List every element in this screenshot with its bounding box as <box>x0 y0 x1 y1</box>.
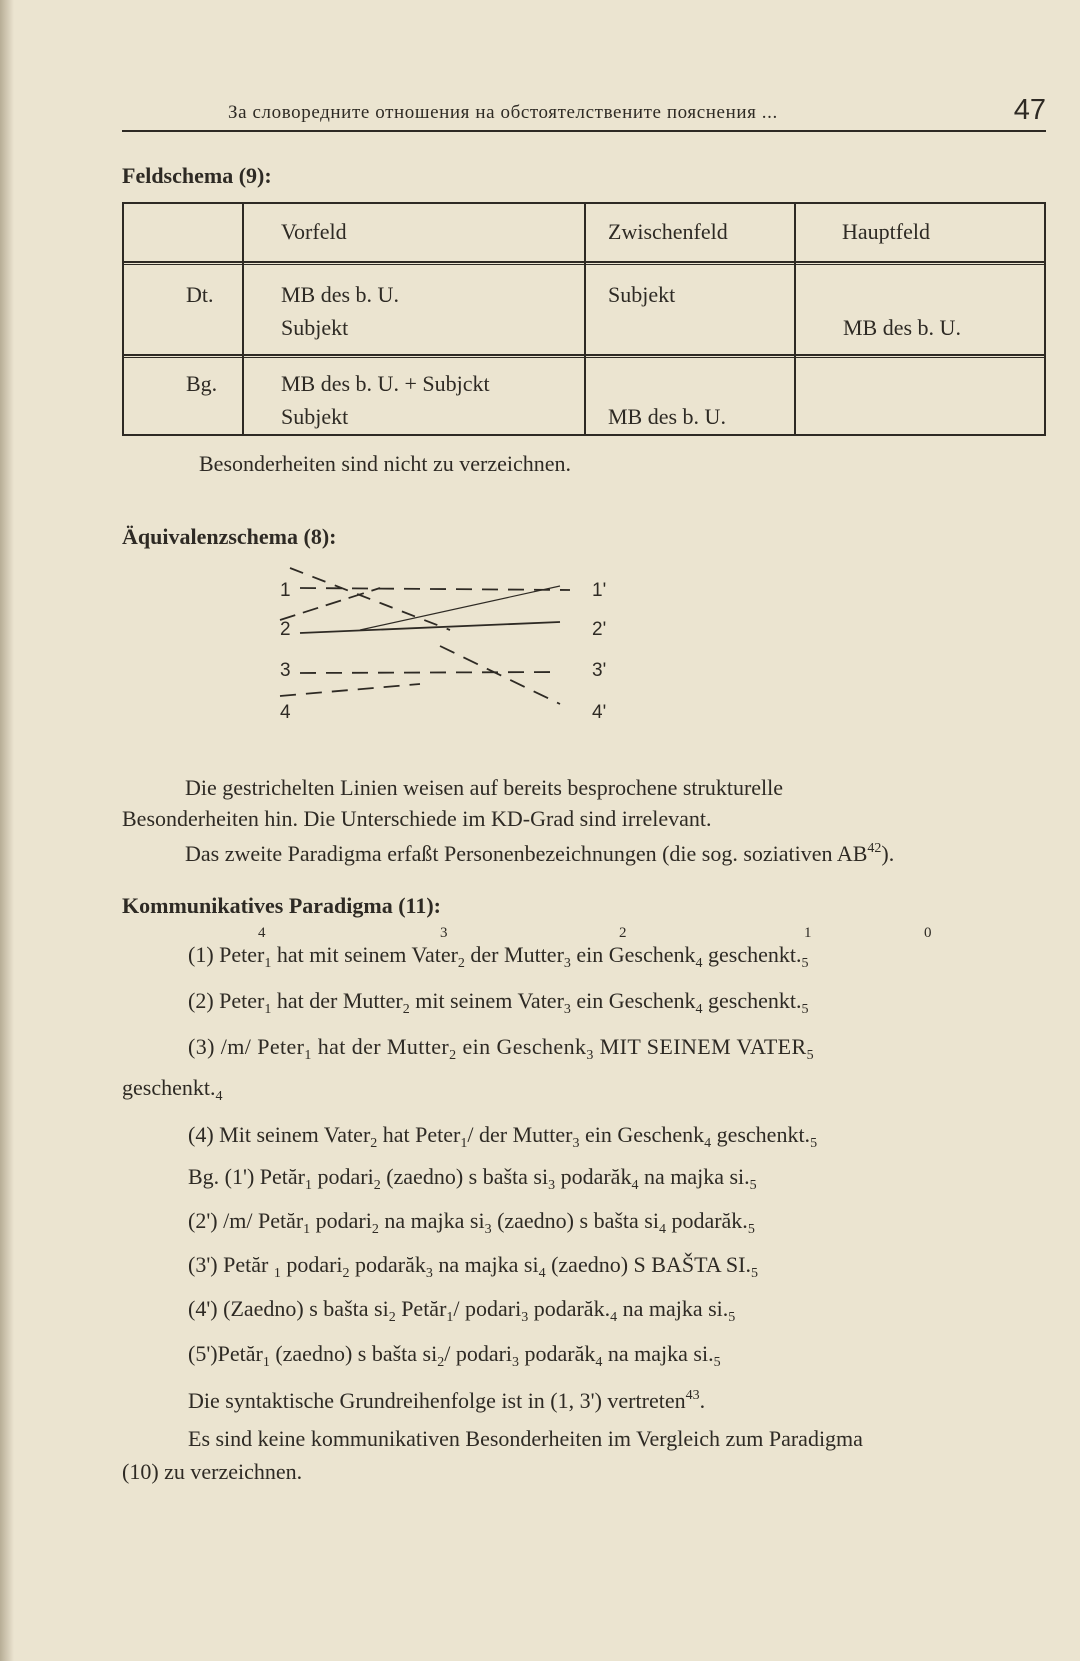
equivalence-diagram <box>260 558 620 734</box>
left-label-4: 4 <box>280 702 291 723</box>
feldschema-heading: Feldschema (9): <box>122 163 272 188</box>
paragraph1-line2: Besonderheiten hin. Die Unterschiede im KD-Grad sind irrelevant. <box>122 806 712 831</box>
cell-bg-vorfeld-2: Subjekt <box>281 404 349 429</box>
de-sentence-2: (2) Peter$_1$ hat der Mutter$_2$ mit seinem Vater$_3$ ein Geschenk$_4$ $geschenkt._5$ <box>188 988 809 1017</box>
table-rule <box>242 202 244 436</box>
table-rule <box>1044 202 1046 436</box>
equivalence-line-3-3 <box>300 672 560 673</box>
left-label-1: 1 <box>280 580 291 601</box>
cell-bg-vorfeld-1: MB des b. U. + Subjckt <box>281 371 490 396</box>
cell-dt-zwischenfeld: Subjekt <box>608 282 676 307</box>
right-label-3: 3' <box>592 660 607 681</box>
page-spine-shadow <box>0 0 14 1661</box>
equivalence-line-4-3 <box>280 684 420 696</box>
bg-sentence-5: (5')Petăr$_1$ (zaedno) s bašta $si_2/$ podari$_3$ podarăk$_4$ na majka $si._5$ <box>188 1341 721 1370</box>
conclusion-line2: Es sind keine kommunikativen Besonderheiten im Vergleich zum Paradigma <box>188 1426 863 1451</box>
equivalence-line-1-2 <box>290 568 450 630</box>
de-sentence-1: (1) Peter$_1$ hat mit seinem Vater$_2$ der Mutter$_3$ ein Geschenk$_4$ $geschenkt._5$ <box>188 942 809 971</box>
cell-dt-vorfeld-1: MB des b. U. <box>281 282 399 307</box>
feldschema-table <box>122 202 1046 436</box>
de-sentence-4: (4) Mit seinem Vater$_2$ hat Peter$_1$/ der Mutter$_3$ ein Geschenk$_4$ $geschenkt._5$ <box>188 1122 818 1151</box>
kd-number-4: 4 <box>258 925 266 941</box>
aequivalenz-heading: Äquivalenzschema (8): <box>122 524 337 549</box>
kd-number-1: 1 <box>804 925 812 941</box>
column-header-zwischenfeld: Zwischenfeld <box>608 219 728 244</box>
paragraph1-line1: Die gestrichelten Linien weisen auf bereits besprochene strukturelle <box>185 775 784 800</box>
kd-number-0: 0 <box>924 925 932 941</box>
conclusion-line3: (10) zu verzeichnen. <box>122 1459 303 1484</box>
footnote-ref-42: 42 <box>867 841 882 856</box>
de-sentence-3: (3) /m/ Peter$_1$ hat der Mutter$_2$ ein Geschenk$_3$ MIT SEINEM $VATER_5$ <box>188 1034 814 1063</box>
footnote-ref-43: 43 <box>685 1388 700 1403</box>
left-label-3: 3 <box>280 660 291 681</box>
right-label-2: 2' <box>592 619 607 640</box>
left-label-2: 2 <box>280 619 291 640</box>
table-rule <box>584 202 586 436</box>
right-label-4: 4' <box>592 702 607 723</box>
row-label-dt: Dt. <box>186 282 214 307</box>
equivalence-lines <box>260 558 620 734</box>
paragraph2-text: Das zweite Paradigma erfaßt Personenbezeichnungen (die sog. soziativen AB <box>185 841 868 866</box>
cell-dt-hauptfeld: MB des b. U. <box>843 315 961 340</box>
bg-sentence-1: Bg. (1') Petăr$_1$ podari$_2$ (zaedno) s bašta $si_3$ podarăk$_4$ na majka $si._5$ <box>188 1164 757 1193</box>
right-label-1: 1' <box>592 580 607 601</box>
conclusion-line1: Die syntaktische Grundreihenfolge ist in (1, 3') vertreten$^{43}$. <box>188 1388 706 1413</box>
bg-sentence-3: (3') Petăr $_1$ podari$_2$ podarăk$_3$ na majka $si_4$ (zaedno) S BAŠTA $SI._5$ <box>188 1252 758 1281</box>
page-number: 47 <box>1013 94 1046 126</box>
table-rule <box>794 202 796 436</box>
feldschema-note: Besonderheiten sind nicht zu verzeichnen. <box>199 451 572 476</box>
cell-bg-zwischenfeld: MB des b. U. <box>608 404 726 429</box>
equivalence-line-2-4 <box>440 646 560 704</box>
bg-sentence-4: (4') (Zaedno) s bašta $si_2$ Petăr$_1$/ podari$_3$ $podarăk._4$ na majka $si._5$ <box>188 1296 736 1325</box>
cell-dt-vorfeld-2: Subjekt <box>281 315 349 340</box>
kommunikativ-heading: Kommunikatives Paradigma (11): <box>122 893 441 918</box>
kd-number-3: 3 <box>440 925 448 941</box>
kd-number-2: 2 <box>619 925 627 941</box>
row-label-bg: Bg. <box>186 371 218 396</box>
paragraph2 <box>185 843 894 865</box>
running-header <box>122 94 1046 132</box>
running-title: За словоредните отношения на обстоятелствените пояснения ... <box>228 102 778 123</box>
table-rule <box>122 202 124 436</box>
column-header-hauptfeld: Hauptfeld <box>842 219 930 244</box>
paragraph2-end: ). <box>881 841 895 866</box>
de-sentence-3-cont: $geschenkt._4$ <box>122 1075 223 1104</box>
equivalence-line-2-2 <box>300 622 560 633</box>
bg-sentence-2: (2') /m/ Petăr$_1$ podari$_2$ na majka $si_3$ (zaedno) s bašta $si_4$ $podarăk._5$ <box>188 1208 755 1237</box>
column-header-vorfeld: Vorfeld <box>281 219 347 244</box>
equivalence-line-2-1 <box>280 588 380 620</box>
